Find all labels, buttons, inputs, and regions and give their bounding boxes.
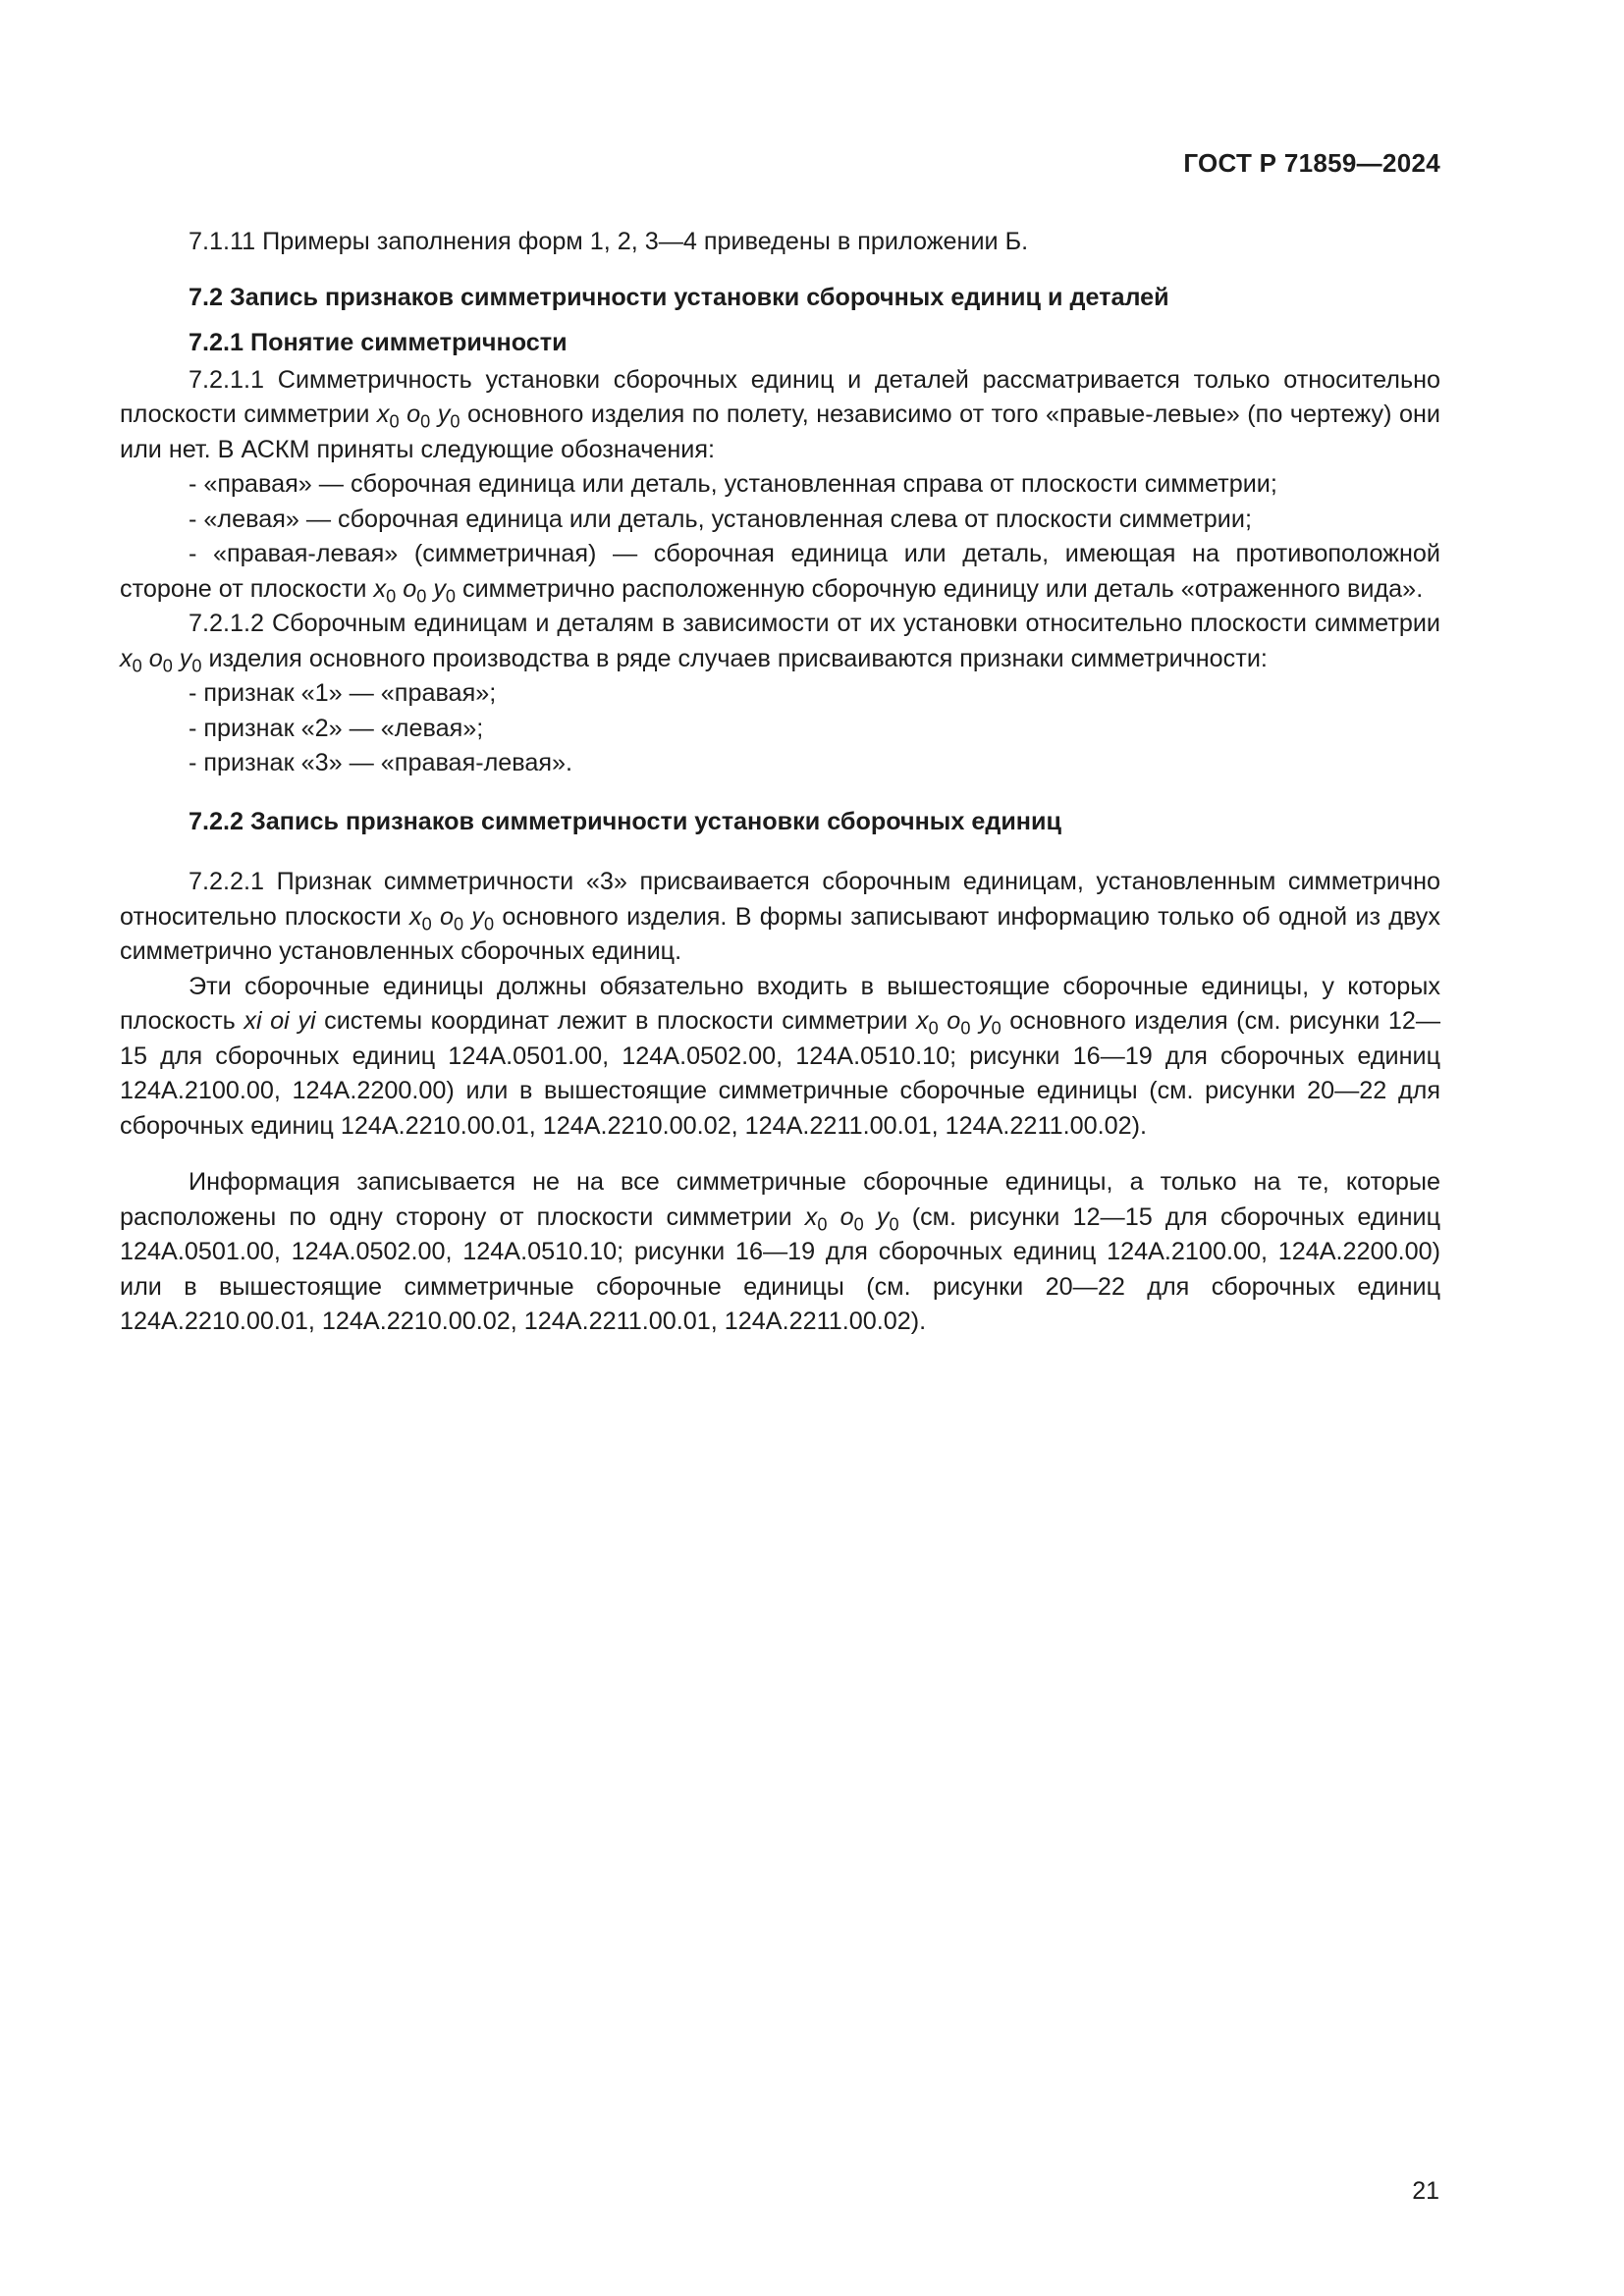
plane-x0o0y0: $x_0$ $o_0$ $y_0$	[804, 1202, 899, 1234]
text-run: Эти сборочные единицы должны обязательно входить в вышестоящие сборочные единицы, у которых плоскость	[120, 972, 1440, 1035]
text-run: системы координат лежит в плоскости симметрии	[324, 1007, 908, 1035]
plane-x0o0y0: $x_0$ $o_0$ $y_0$	[373, 574, 456, 606]
list-item: - «правая» — сборочная единица или деталь, установленная справа от плоскости симметрии;	[189, 470, 1277, 498]
plane-xioiyi: xi oi yi	[244, 1007, 316, 1035]
list-item: - признак «1» — «правая»;	[189, 679, 497, 707]
text-run: 7.2.2.1 Признак симметричности «3» присваивается сборочным единицам, установленным симметрично относительно плоскости	[120, 868, 1440, 931]
paragraph-units	[120, 970, 1440, 1145]
paragraph-7-2-1-2	[120, 607, 1440, 676]
list-item: - «левая» — сборочная единица или деталь, установленная слева от плоскости симметрии;	[189, 505, 1252, 533]
list-item: - признак «3» — «правая-левая».	[189, 749, 573, 776]
list-item: - признак «2» — «левая»;	[189, 714, 484, 742]
paragraph-7-2-1-1	[120, 363, 1440, 468]
heading-7-2-2: 7.2.2 Запись признаков симметричности установки сборочных единиц	[189, 807, 1061, 835]
text-run: симметрично расположенную сборочную единицу или деталь «отраженного вида».	[462, 574, 1424, 603]
heading-7-2: 7.2 Запись признаков симметричности установки сборочных единиц и деталей	[189, 283, 1169, 311]
document-code: ГОСТ Р 71859—2024	[1183, 148, 1440, 178]
heading-7-2-1: 7.2.1 Понятие симметричности	[189, 329, 568, 356]
plane-x0o0y0: $x_0$ $o_0$ $y_0$	[409, 902, 495, 934]
text-run: основного изделия по полету, независимо от того «правые-левые» (по чертежу) они или нет. В АСКМ приняты следующие обозначения:	[120, 400, 1441, 463]
text-run: основного изделия. В формы записывают информацию только об одной из двух симметрично установленных сборочных единиц.	[120, 902, 1440, 965]
text-run: Информация записывается не на все симметричные сборочные единицы, а только на те, которые расположены по одну сторону от плоскости симметрии	[120, 1168, 1440, 1231]
text-run: основного изделия (см. рисунки 12—15 для сборочных единиц 124А.0501.00, 124А.0502.00, 124А.0510.10; рисунки 16—19 для сборочных единиц 124А.2100.00, 124А.2200.00) или в вышестоящие симметричные сборочные единицы (см. рисунки 20—22 для сборочных единиц 124А.2210.00.01, 124А.2210.00.02, 124А.2211.00.01, 124А.2211.00.02).	[120, 1007, 1441, 1140]
text-run: 7.2.1.2 Сборочным единицам и деталям в зависимости от их установки относительно плоскости симметрии	[189, 610, 1440, 637]
text-run: изделия основного производства в ряде случаев присваиваются признаки симметричности:	[208, 644, 1268, 672]
plane-x0o0y0: $x_0$ $o_0$ $y_0$	[376, 400, 460, 432]
paragraph-7-1-11: 7.1.11 Примеры заполнения форм 1, 2, 3—4 приведены в приложении Б.	[189, 228, 1029, 255]
page-body	[120, 225, 1440, 1340]
text-run: - «правая-левая» (симметричная) — сборочная единица или деталь, имеющая на противоположной стороне от плоскости	[120, 540, 1440, 603]
plane-x0o0y0: $x_0$ $o_0$ $y_0$	[120, 644, 202, 675]
text-run: 7.2.1.1 Симметричность установки сборочных единиц и деталей рассматривается только относительно плоскости симметрии	[120, 365, 1440, 428]
paragraph-info	[120, 1165, 1440, 1340]
paragraph-7-2-2-1	[120, 865, 1440, 970]
plane-x0o0y0: $x_0$ $o_0$ $y_0$	[916, 1007, 1001, 1039]
text-run: (см. рисунки 12—15 для сборочных единиц 124А.0501.00, 124А.0502.00, 124А.0510.10; рисунки 16—19 для сборочных единиц 124А.2100.00, 124А.2200.00) или в вышестоящие симметричные сборочные единицы (см. рисунки 20—22 для сборочных единиц 124А.2210.00.01, 124А.2210.00.02, 124А.2211.00.01, 124А.2211.00.02).	[120, 1202, 1441, 1335]
page-number: 21	[1412, 2177, 1439, 2205]
list-item	[120, 537, 1440, 607]
